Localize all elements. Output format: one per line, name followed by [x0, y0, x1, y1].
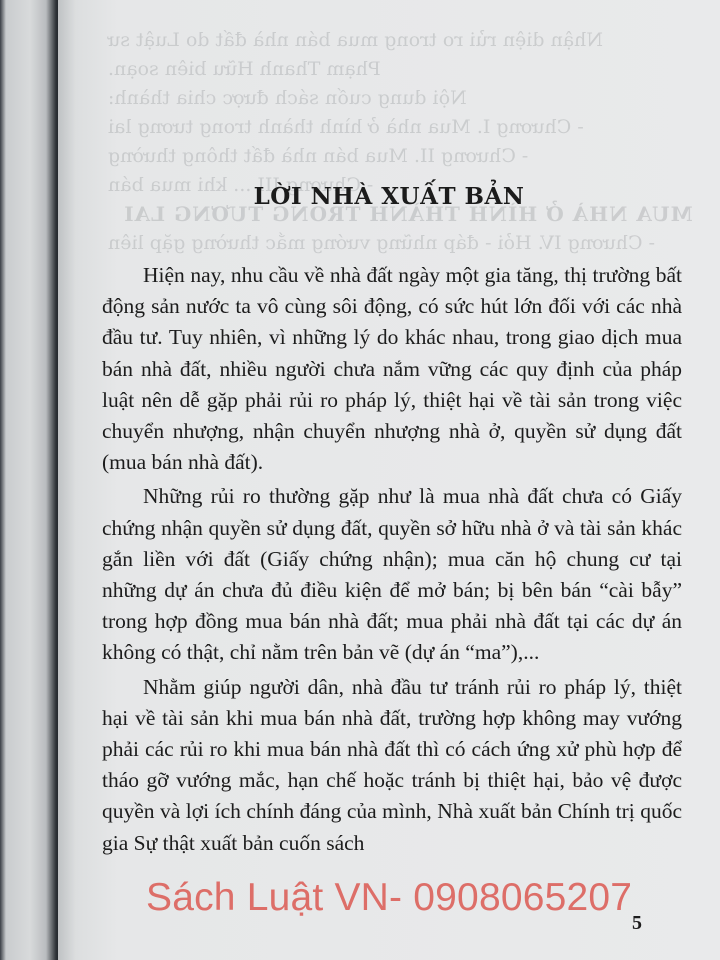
page-title: LỜI NHÀ XUẤT BẢN: [253, 183, 525, 210]
bleed-line: Phạm Thanh Hữu biên soạn.: [108, 58, 381, 80]
body-text: [102, 260, 682, 862]
bleed-line: - Chương IV. Hỏi - đáp những vướng mắc thường gặp liên: [108, 232, 655, 254]
bleed-line: Nội dung cuốn sách được chia thành:: [108, 87, 467, 109]
bleed-line: - Chương I. Mua nhà ở hình thành trong tương lai: [108, 116, 584, 138]
paragraph: Nhằm giúp người dân, nhà đầu tư tránh rủi ro pháp lý, thiệt hại về tài sản khi mua bán nhà đất, trường hợp không may vướng phải các rủi ro khi mua bán nhà đất thì có cách ứng xử phù hợp để tháo gỡ vướng mắc, hạn chế hoặc tránh bị thiệt hại, bảo vệ được quyền và lợi ích chính đáng của mình, Nhà xuất bản Chính trị quốc gia Sự thật xuất bản cuốn sách: [102, 674, 682, 855]
paragraph: Hiện nay, nhu cầu về nhà đất ngày một gia tăng, thị trường bất động sản nước ta vô cùng sôi động, có sức hút lớn đối với các nhà đầu tư. Tuy nhiên, vì những lý do khác nhau, trong giao dịch mua bán nhà đất, nhiều người chưa nắm vững các quy định của pháp luật nên dễ gặp phải rủi ro pháp lý, thiệt hại về tài sản trong việc chuyển nhượng, nhận chuyển nhượng nhà ở, quyền sử dụng đất (mua bán nhà đất).: [102, 263, 682, 475]
bleed-through-text: [108, 26, 708, 258]
page-number: 5: [632, 912, 642, 934]
bleed-line: Nhận diện rủi ro trong mua bán nhà đất do Luật sư: [108, 29, 604, 51]
book-page: [58, 0, 720, 960]
bleed-line: - Chương III ... khi mua bán: [108, 174, 374, 196]
watermark: Sách Luật VN- 0908065207: [146, 876, 633, 919]
paragraph: Những rủi ro thường gặp như là mua nhà đất chưa có Giấy chứng nhận quyền sử dụng đất, quyền sở hữu nhà ở và tài sản khác gắn liền với đất (Giấy chứng nhận); mua căn hộ chung cư tại những dự án chưa đủ điều kiện để mở bán; bị bên bán “cài bẫy” trong hợp đồng mua bán nhà đất; mua phải nhà đất tại các dự án không có thật, chỉ nằm trên bản vẽ (dự án “ma”),...: [102, 484, 682, 665]
bleed-line: MUA NHÀ Ở HÌNH THÀNH TRONG TƯƠNG LAI: [123, 202, 693, 226]
bleed-line: - Chương II. Mua bán nhà đất thông thường: [108, 145, 529, 167]
